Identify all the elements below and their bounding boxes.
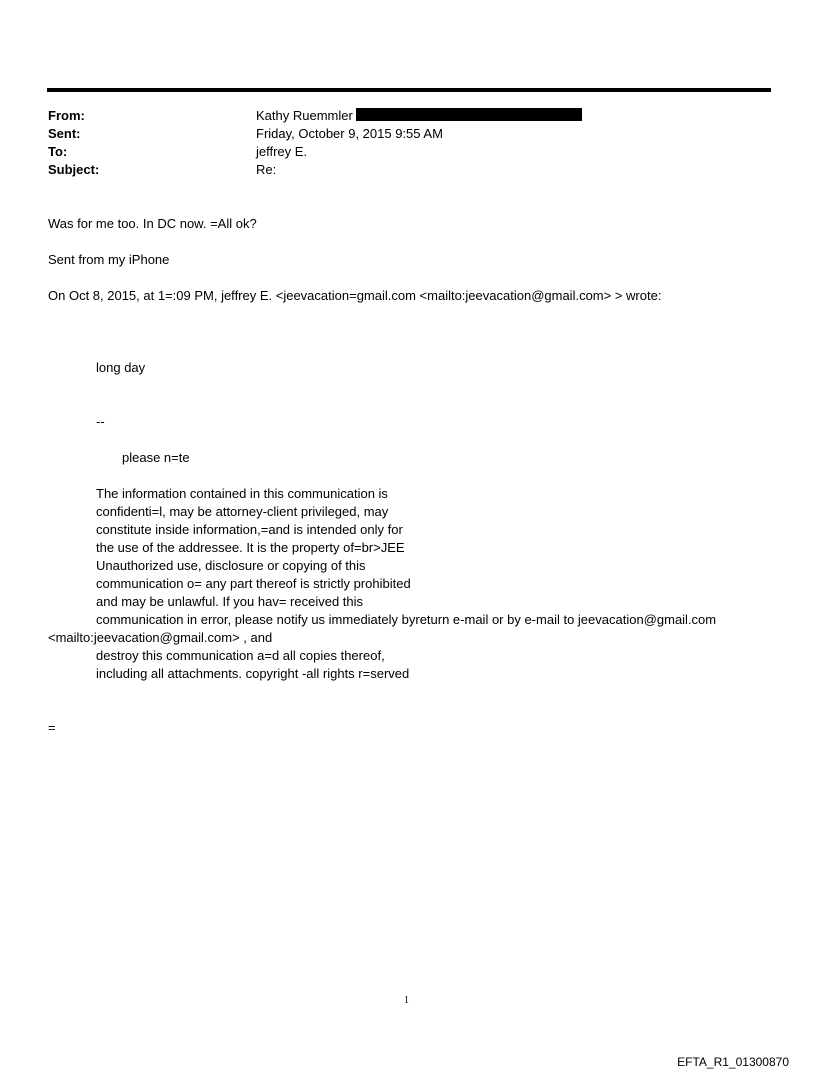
bates-number: EFTA_R1_01300870 [677, 1055, 789, 1069]
quoted-please-note: please n=te [122, 450, 190, 465]
disclaimer-line: communication in error, please notify us immediately byreturn e-mail or by e-mail to jeevacation@gmail.com [96, 612, 717, 627]
from-value [256, 107, 582, 125]
disclaimer-line: and may be unlawful. If you hav= received this [96, 594, 364, 609]
quoted-long-day: long day [96, 360, 146, 375]
from-label: From: [48, 108, 85, 123]
sent-value: Friday, October 9, 2015 9:55 AM [256, 126, 443, 141]
page-number: 1 [404, 995, 409, 1006]
redaction-box [356, 108, 582, 121]
disclaimer-line: including all attachments. copyright -all rights r=served [96, 666, 410, 681]
header-rule [47, 88, 771, 92]
disclaimer-line: communication o= any part thereof is strictly prohibited [96, 576, 411, 591]
quote-attribution-line: On Oct 8, 2015, at 1=:09 PM, jeffrey E. <jeevacation=gmail.com <mailto:jeevacation@gmail.com> > wrote: [48, 288, 662, 303]
subject-value: Re: [256, 162, 277, 177]
disclaimer-line: the use of the addressee. It is the property of=br>JEE [96, 540, 405, 555]
to-value: jeffrey E. [256, 144, 308, 159]
trailing-equals: = [48, 720, 56, 735]
disclaimer-line: destroy this communication a=d all copies thereof, [96, 648, 385, 663]
quoted-signature-separator: -- [96, 414, 105, 429]
disclaimer-line: constitute inside information,=and is intended only for [96, 522, 403, 537]
disclaimer-line: The information contained in this communication is [96, 486, 388, 501]
disclaimer-line: Unauthorized use, disclosure or copying of this [96, 558, 366, 573]
sent-label: Sent: [48, 126, 81, 141]
disclaimer-line: confidenti=l, may be attorney-client privileged, may [96, 504, 389, 519]
sender-name: Kathy Ruemmler [256, 108, 353, 123]
body-reply-line: Was for me too. In DC now. =All ok? [48, 216, 257, 231]
body-signature-line: Sent from my iPhone [48, 252, 170, 267]
to-label: To: [48, 144, 68, 159]
disclaimer-line: <mailto:jeevacation@gmail.com> , and [48, 630, 273, 645]
subject-label: Subject: [48, 162, 100, 177]
